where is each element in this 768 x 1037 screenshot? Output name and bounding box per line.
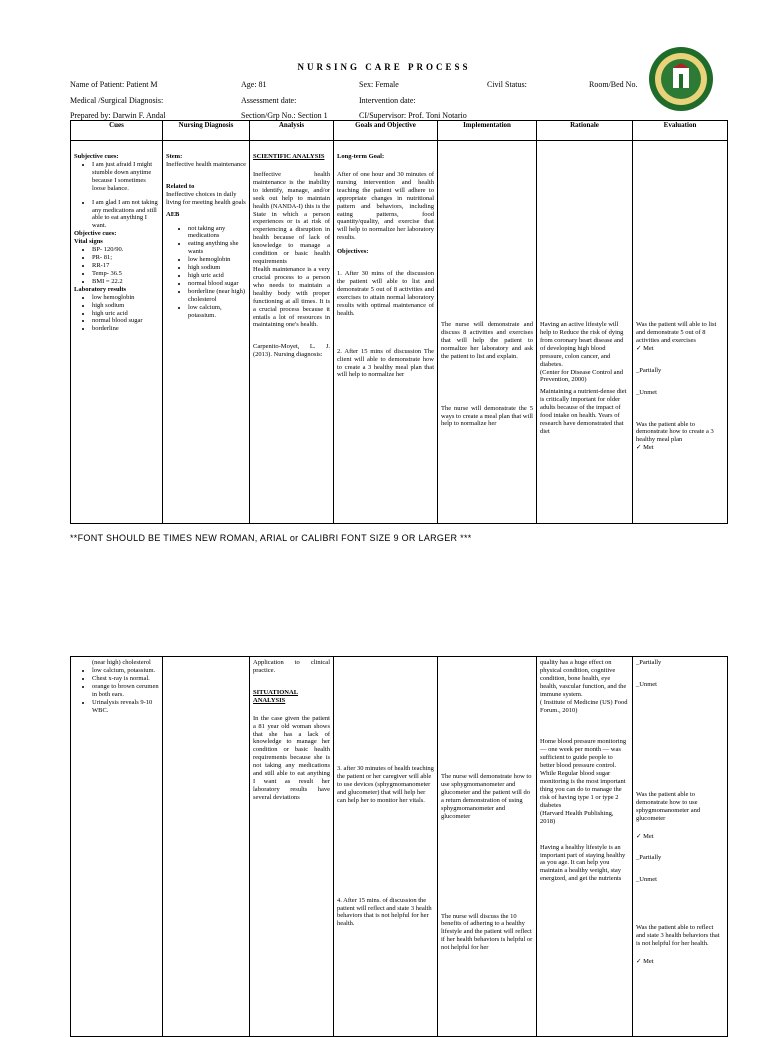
- unmet-option: _Unmet: [636, 680, 657, 688]
- medical-diagnosis: Medical /Surgical Diagnosis:: [70, 96, 164, 105]
- column-header-diagnosis: Nursing Diagnosis: [163, 121, 250, 141]
- rationale-3-source: (Harvard Health Publishing, 2018): [540, 809, 614, 825]
- evaluation-cell: [633, 141, 728, 524]
- implementation-1: The nurse will demonstrate and discuss 8 activities and exercises that will help the patient to normalize her laboratory and ask the patient to list and explain.: [441, 321, 533, 360]
- rationale-1: Having an active lifestyle will help to Reduce the risk of dying from coronary heart disease and of developing high blood pressure, colon cancer, and diabetes.: [540, 321, 624, 368]
- met-checkbox: ✓ Met: [636, 958, 654, 966]
- aeb-item: • borderline (near high) cholesterol: [188, 288, 246, 304]
- rationale-cell: [537, 141, 633, 524]
- related-label: Related to: [166, 182, 195, 190]
- university-seal-logo: [648, 46, 714, 112]
- intervention-date: Intervention date:: [359, 96, 416, 105]
- vital-signs-heading: Vital signs: [74, 238, 103, 246]
- scientific-analysis-heading: SCIENTIFIC ANALYSIS: [253, 153, 325, 160]
- lab-result: • low calcium, potassium.: [92, 667, 159, 675]
- evaluation-2: Was the patient able to demonstrate how to create a 3 healthy meal plan: [636, 420, 714, 444]
- analysis-cell: [250, 141, 334, 524]
- civil-status: Civil Status:: [487, 80, 527, 89]
- font-requirement-note: **FONT SHOULD BE TIMES NEW ROMAN, ARIAL or CALIBRI FONT SIZE 9 OR LARGER ***: [70, 533, 472, 543]
- citation: Carpenito-Moyet, L. J. (2013). Nursing diagnosis:: [253, 343, 330, 359]
- partially-option: _Partially: [636, 854, 662, 862]
- related-text: Ineffective choices in daily living for meeting health goals: [166, 190, 246, 206]
- met-checkbox: ✓ Met: [636, 344, 654, 352]
- unmet-option: _Unmet: [636, 388, 657, 396]
- subjective-heading: Subjective cues:: [74, 153, 119, 160]
- aeb-item: • low hemoglobin: [188, 256, 246, 264]
- lab-result: • normal blood sugar: [92, 317, 159, 325]
- diagnosis-cell: [163, 657, 250, 1037]
- subjective-cue: • I am just afraid I might stumble down anytime because I sometimes loose balance.: [92, 161, 159, 193]
- rationale-1-source: (Center for Disease Control and Prevention, 2000): [540, 368, 624, 384]
- objective-3: 3. after 30 minutes of health teaching the patient or her caregiver will able to use devices (sphygmomanometer and glucometer) that will help her can help her to monitor her vitals.: [337, 765, 434, 804]
- aeb-item: • normal blood sugar: [188, 280, 246, 288]
- partially-option: _Partially: [636, 659, 662, 666]
- objective-1: 1. After 30 mins of the discussion the patient will able to list and demonstrate 5 out of 8 activities and exercises to attain normal laboratory results with optimal maintenance of health.: [337, 270, 434, 317]
- column-header-goals: Goals and Objective: [334, 121, 438, 141]
- care-plan-table-page1: [70, 120, 728, 524]
- prepared-by: Prepared by: Darwin F. Andal: [70, 111, 166, 120]
- vital-sign: • Temp- 36.5: [92, 270, 159, 278]
- rationale-2-continued: quality has a huge effect on physical condition, cognitive condition, bone health, eye health, vascular function, and the immune system.: [540, 659, 627, 698]
- patient-age: Age: 81: [241, 80, 267, 89]
- vital-sign: • PR- 81;: [92, 254, 159, 262]
- unmet-option: _Unmet: [636, 876, 657, 884]
- care-plan-table-page2: [70, 656, 728, 1037]
- scientific-analysis-text: Ineffective health maintenance is the inability to identify, manage, and/or seek out help to maintain health (NANDA-I) this is the State in which a person experiences or is at risk of experiencing a disruption in health because of lack of knowledge to manage a condition or basic health requirements: [253, 170, 330, 266]
- long-term-goal-heading: Long-term Goal:: [337, 153, 385, 160]
- met-checkbox: ✓ Met: [636, 832, 654, 840]
- lab-result: • low hemoglobin: [92, 294, 159, 302]
- column-header-implementation: Implementation: [438, 121, 537, 141]
- implementation-cell: [438, 141, 537, 524]
- stem-label: Stem:: [166, 153, 183, 160]
- lab-results-heading: Laboratory results: [74, 285, 127, 293]
- implementation-4: The nurse will discuss the 10 benefits of adhering to a healthy lifestyle and the patient will reflect if her health behaviors is helpful or not helpful for her: [441, 912, 533, 952]
- citation-continued: Application to clinical practice.: [253, 659, 330, 674]
- rationale-3: Home blood pressure monitoring — one week per month — was sufficient to guide people to better blood pressure control. While Regular blood sugar monitoring is the most important thing you can do to manage the risk of having type 1 or type 2 diabetes: [540, 738, 627, 809]
- aeb-item: • eating anything she wants: [188, 240, 246, 256]
- goals-cell: [334, 141, 438, 524]
- lab-result: • high uric acid: [92, 310, 159, 318]
- cues-cell: [71, 141, 163, 524]
- analysis-cell: [250, 657, 334, 1037]
- objectives-heading: Objectives:: [337, 248, 369, 256]
- met-checkbox: ✓ Met: [636, 444, 654, 452]
- table-header-row: [71, 121, 728, 141]
- partially-option: _Partially: [636, 366, 662, 374]
- aeb-item: • high sodium: [188, 264, 246, 272]
- evaluation-3: Was the patient able to demonstrate how to use sphygmomanometer and glucometer: [636, 790, 701, 822]
- situational-analysis-text: In the case given the patient a 81 year old woman shows that she has a lack of knowledge to manage her condition or basic health requirements because she is not taking any medications and still able to eat anything I want as result her laboratory results have several deviations: [253, 714, 330, 801]
- column-header-rationale: Rationale: [537, 121, 633, 141]
- long-term-goal-text: After of one hour and 30 minutes of nursing intervention and health teaching the patient will adhere to appropriate changes in nutritional pattern and behaviors, including eating patterns, food quantity/quality, and exercise that will help to normalize her laboratory results.: [337, 170, 434, 242]
- evaluation-1: Was the patient will able to list and demonstrate 5 out of 8 activities and exercises: [636, 321, 717, 344]
- table-row: [71, 141, 728, 524]
- aeb-item: • high uric acid: [188, 272, 246, 280]
- section-group: Section/Grp No.: Section 1: [241, 111, 328, 120]
- implementation-cell: [438, 657, 537, 1037]
- assessment-date: Assessment date:: [241, 96, 297, 105]
- lab-result: (near high) cholesterol: [92, 659, 151, 666]
- aeb-item: • not taking any medications: [188, 225, 246, 241]
- aeb-label: AEB: [166, 210, 180, 218]
- stem-text: Ineffective health maintenance: [166, 160, 247, 168]
- implementation-3: The nurse will demonstrate how to use sphygmomanometer and glucometer and the patient will do a return demonstration of using sphygmomanometer and glucometer: [441, 773, 532, 820]
- column-header-analysis: Analysis: [250, 121, 334, 141]
- situational-analysis-heading: SITUATIONAL ANALYSIS: [253, 688, 299, 704]
- column-header-cues: Cues: [71, 121, 163, 141]
- rationale-4: Having a healthy lifestyle is an important part of staying healthy as you age. It can help you maintain a healthy weight, stay energized, and get the nutrients: [540, 843, 626, 883]
- objective-heading: Objective cues:: [74, 230, 117, 238]
- rationale-2: Maintaining a nutrient-dense diet is critically important for older adults because of the impact of food intake on health. Years of research have demonstrated that diet: [540, 388, 627, 435]
- vital-sign: • BP- 120/90.: [92, 246, 159, 254]
- lab-result: • Urinalysis reveals 9-10 WBC.: [92, 699, 159, 715]
- lab-result: • orange to brown cerumen in both ears.: [92, 683, 159, 699]
- page-title: NURSING CARE PROCESS: [297, 62, 471, 72]
- diagnosis-cell: [163, 141, 250, 524]
- objective-4: 4. After 15 mins. of discussion the patient will reflect and state 3 health behaviors that is not helpful for her health.: [337, 896, 432, 928]
- rationale-cell: [537, 657, 633, 1037]
- lab-result: • high sodium: [92, 302, 159, 310]
- cues-cell: [71, 657, 163, 1037]
- implementation-2: The nurse will demonstrate the 5 ways to create a meal plan that will help to normalize her: [441, 404, 533, 428]
- rationale-2-source: ( Institute of Medicine (US) Food Forum., 2010): [540, 698, 628, 714]
- aeb-item: • low calcium, potassium.: [188, 304, 246, 320]
- evaluation-4: Was the patient able to reflect and state 3 health behaviors that is not helpful for her health.: [636, 924, 720, 948]
- objective-2: 2. After 15 mins of discussion The client will able to demonstrate how to create a 3 healthy meal plan that will help to normalize her: [337, 347, 434, 379]
- subjective-cue: • I am glad I am not taking any medications and still able to eat anything I want.: [92, 199, 159, 231]
- vital-sign: • RR-17: [92, 262, 159, 270]
- lab-result: • Chest x-ray is normal.: [92, 675, 159, 683]
- column-header-evaluation: Evaluation: [633, 121, 728, 141]
- evaluation-cell: [633, 657, 728, 1037]
- ci-supervisor: CI/Supervisor: Prof. Toni Notario: [359, 111, 467, 120]
- lab-result: • borderline: [92, 325, 159, 333]
- vital-sign: • BMI = 22.2: [92, 278, 159, 286]
- scientific-analysis-text-2: Health maintenance is a very crucial process to a person who needs to maintain a healthy body with proper functioning at all times. It is a crucial process because it entails a lot of resources in maintaining one's health.: [253, 265, 330, 329]
- table-row: [71, 657, 728, 1037]
- patient-sex: Sex: Female: [359, 80, 399, 89]
- patient-name: Name of Patient: Patient M: [70, 80, 158, 89]
- room-bed: Room/Bed No.: [589, 80, 638, 89]
- goals-cell: [334, 657, 438, 1037]
